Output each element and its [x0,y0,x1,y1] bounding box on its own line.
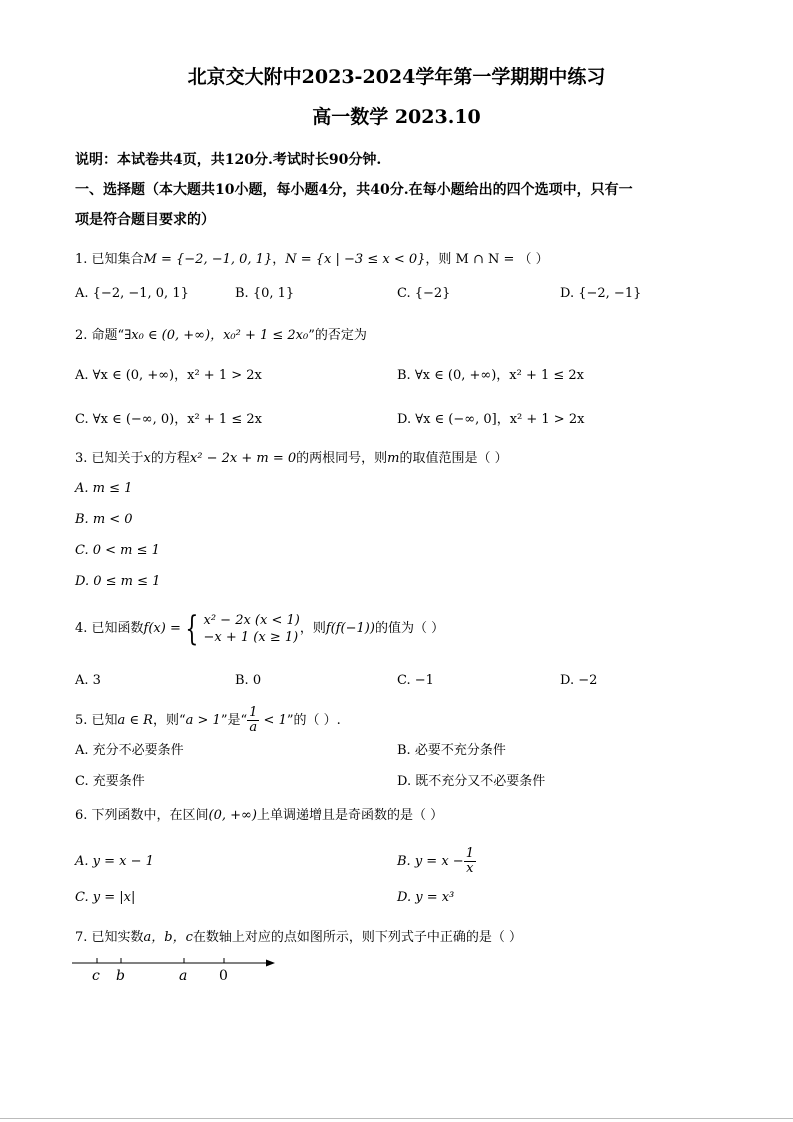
q4-mid: ，则 [299,621,326,636]
label-zero: 0 [219,968,228,984]
q3-equation: x² − 2x + m = 0 [189,451,297,466]
q1-prefix: 1. 已知集合 [75,252,144,267]
q3-mid1: 的方程 [150,451,190,466]
q4-suffix: 的值为（ ） [374,621,445,636]
q1-option-b[interactable]: B. {0, 1} [235,286,295,301]
q1-suffix: ，则 M ∩ N = （ ） [425,252,549,267]
q4-expression: f(f(−1)) [325,621,375,636]
q6-interval: (0, +∞) [208,808,257,823]
q5-option-a[interactable]: A. 充分不必要条件 [75,743,184,758]
q2-option-b[interactable]: B. ∀x ∈ (0, +∞)，x² + 1 ≤ 2x [397,368,585,383]
q4-option-d[interactable]: D. −2 [560,673,598,688]
number-line-arrow [266,960,275,967]
q5-fraction [247,706,259,735]
q5-cond-1: a ∈ R [117,713,153,728]
label-b: b [116,968,125,984]
q4-option-b[interactable]: B. 0 [235,673,262,688]
question-3-stem [75,450,508,468]
q4-piece-1: x² − 2x (x < 1) [203,612,300,628]
section-heading-line2: 项是符合题目要求的） [75,212,215,228]
q1-option-c[interactable]: C. {−2} [397,286,451,301]
page-subtitle: 高一数学 2023.10 [312,106,481,128]
q4-option-a[interactable]: A. 3 [75,673,101,688]
q2-option-d[interactable]: D. ∀x ∈ (−∞, 0]，x² + 1 > 2x [397,412,585,427]
q2-option-c[interactable]: C. ∀x ∈ (−∞, 0)，x² + 1 ≤ 2x [75,412,262,427]
q2-formula: ∃x₀ ∈ (0, +∞)，x₀² + 1 ≤ 2x₀ [124,328,309,343]
question-7-stem [75,929,522,947]
q5-option-d[interactable]: D. 既不充分又不必要条件 [397,774,546,789]
section-heading-line1: 一、选择题（本大题共10小题，每小题4分，共40分.在每小题给出的四个选项中，只有一 [75,182,633,198]
q4-left-brace: { [185,608,199,649]
q1-set-m: M = {−2, −1, 0, 1} [143,252,273,267]
q3-option-d[interactable]: D. 0 ≤ m ≤ 1 [75,574,161,589]
q7-prefix: 7. 已知实数 [75,930,144,945]
q4-fx: f(x) = [143,621,181,636]
q5-frac-denominator: a [249,720,258,735]
q5-mid1: ，则“ [152,713,186,728]
page-bottom-divider [0,1118,793,1119]
exam-instructions: 说明：本试卷共4页，共120分.考试时长90分钟. [75,152,382,168]
q3-option-c[interactable]: C. 0 < m ≤ 1 [75,543,160,558]
q5-cond-3: < 1 [259,713,287,728]
q5-frac-numerator: 1 [249,705,258,720]
q6-b-numerator: 1 [465,846,474,861]
q5-cond-2: a > 1 [185,713,221,728]
q3-mid2: 的两根同号，则 [296,451,388,466]
q6-option-b[interactable] [397,845,476,879]
q6-b-denominator: x [466,861,474,876]
q5-mid2: ”是“ [220,713,248,728]
q1-option-a[interactable]: A. {−2, −1, 0, 1} [75,286,189,301]
q5-suffix: ”的（ ）. [286,713,341,728]
q1-comma: ， [272,252,286,267]
q4-option-c[interactable]: C. −1 [397,673,434,688]
question-5-stem [75,704,341,738]
q3-var-x: x [143,451,151,466]
label-c: c [92,968,100,984]
q5-option-c[interactable]: C. 充要条件 [75,774,145,789]
q6-prefix: 6. 下列函数中，在区间 [75,808,209,823]
q2-prefix: 2. 命题“ [75,328,125,343]
label-a: a [179,968,188,984]
q6-suffix: 上单调递增且是奇函数的是（ ） [256,808,444,823]
q3-prefix: 3. 已知关于 [75,451,144,466]
q6-option-b-fraction [464,847,476,876]
q4-piece-2: −x + 1 (x ≥ 1) [203,629,299,645]
question-1-stem [75,251,549,269]
q5-option-b[interactable]: B. 必要不充分条件 [397,743,506,758]
q2-suffix: ”的否定为 [308,328,367,343]
q1-set-n: N = {x | −3 ≤ x < 0} [285,252,426,267]
q6-option-a[interactable]: A. y = x − 1 [75,854,154,869]
q3-option-a[interactable]: A. m ≤ 1 [75,481,133,496]
q7-vars: a，b，c [143,930,193,945]
q5-prefix: 5. 已知 [75,713,118,728]
number-line-figure [70,954,285,988]
q6-option-d[interactable]: D. y = x³ [397,890,455,905]
question-2-stem [75,327,367,345]
q6-option-b-prefix: B. y = x − [397,854,464,869]
page-title: 北京交大附中2023-2024学年第一学期期中练习 [187,66,606,88]
q3-suffix: 的取值范围是（ ） [399,451,508,466]
q4-prefix: 4. 已知函数 [75,621,144,636]
question-4-stem [75,608,444,650]
q6-option-c[interactable]: C. y = |x| [75,890,136,905]
question-6-stem [75,807,443,825]
q3-option-b[interactable]: B. m < 0 [75,512,133,527]
q3-var-m: m [387,451,400,466]
q1-option-d[interactable]: D. {−2, −1} [560,286,642,301]
q7-suffix: 在数轴上对应的点如图所示，则下列式子中正确的是（ ） [192,930,523,945]
q4-piecewise [204,612,300,646]
q2-option-a[interactable]: A. ∀x ∈ (0, +∞)，x² + 1 > 2x [75,368,262,383]
